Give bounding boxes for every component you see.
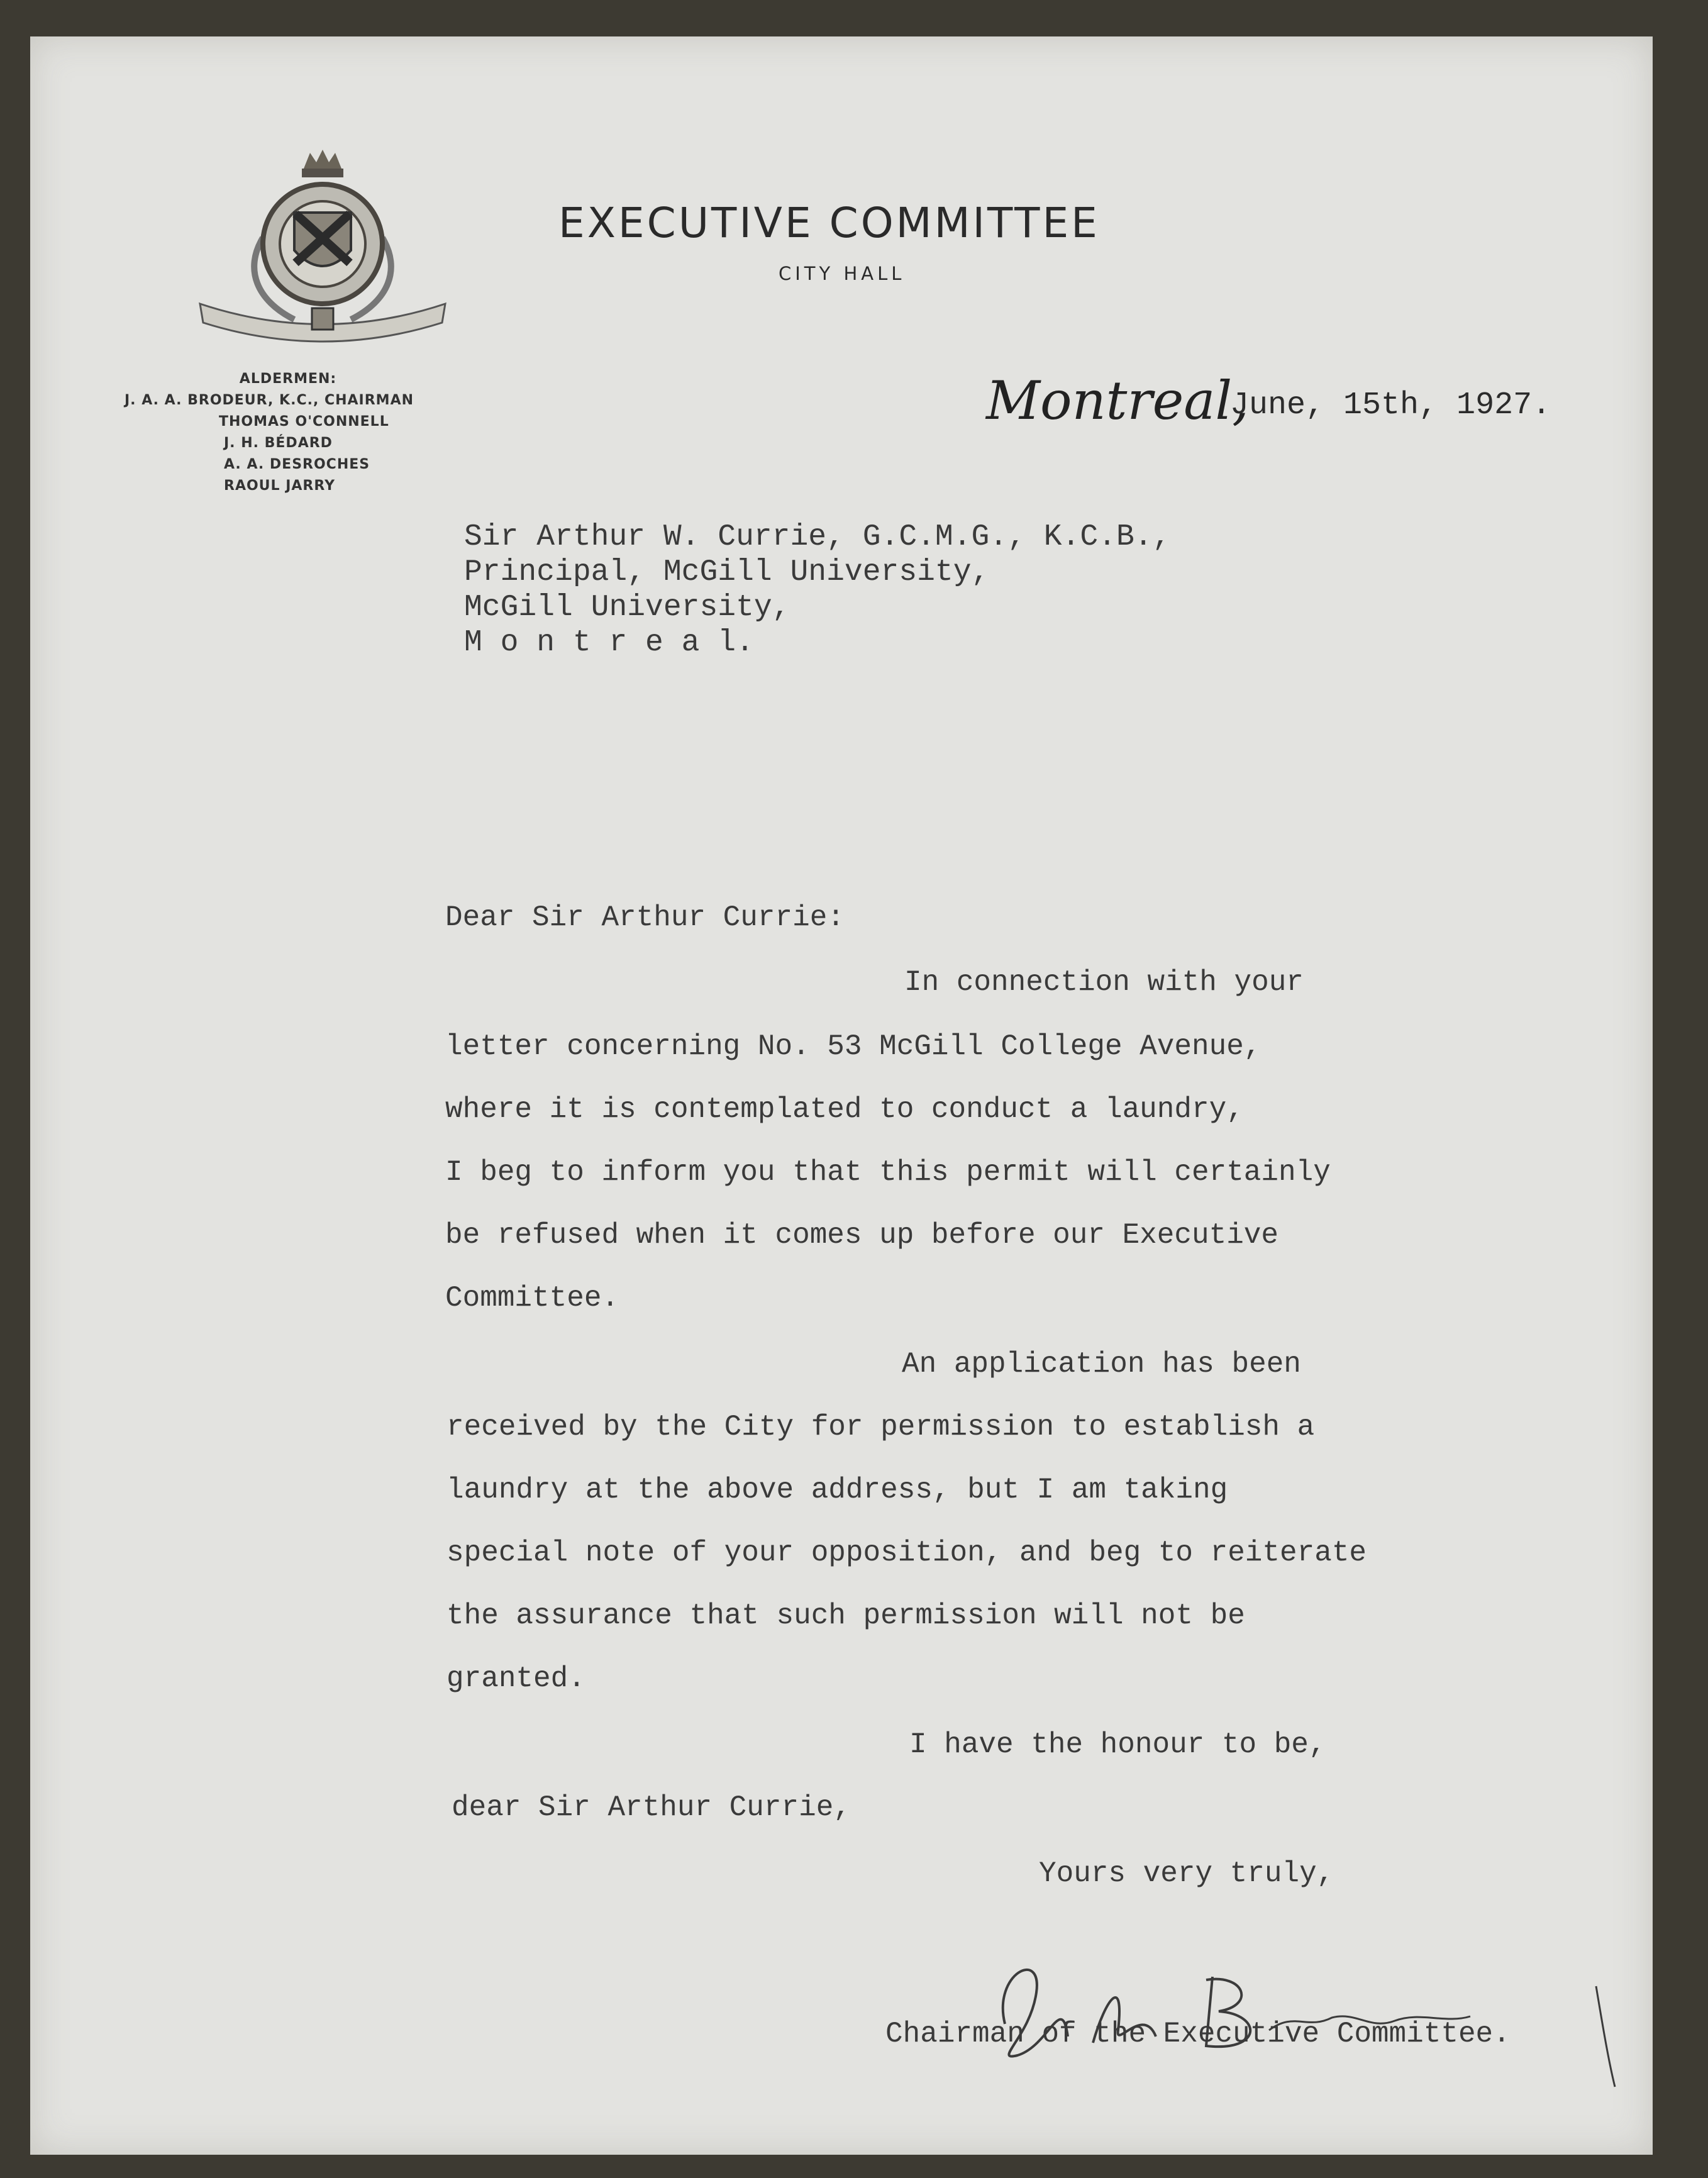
letter-sheet bbox=[30, 36, 1653, 2155]
recipient-line: Principal, McGill University, bbox=[464, 555, 990, 589]
signatory-title: Chairman of the Executive Committee. bbox=[885, 2018, 1511, 2050]
aldermen-header: ALDERMEN: bbox=[239, 371, 337, 387]
recipient-line: McGill University, bbox=[464, 591, 790, 625]
body-line: special note of your opposition, and beg to reiterate bbox=[446, 1536, 1367, 1569]
dateline-date: June, 15th, 1927. bbox=[1230, 387, 1551, 423]
body-line: letter concerning No. 53 McGill College Avenue, bbox=[445, 1030, 1262, 1063]
body-line: I beg to inform you that this permit will certainly bbox=[445, 1156, 1331, 1189]
body-line: In connection with your bbox=[904, 966, 1304, 999]
body-line: Committee. bbox=[445, 1282, 619, 1314]
body-line: dear Sir Arthur Currie, bbox=[452, 1791, 851, 1824]
alderman-name: J. A. A. BRODEUR, K.C., CHAIRMAN bbox=[125, 392, 414, 408]
recipient-line: M o n t r e a l. bbox=[464, 626, 754, 660]
recipient-address bbox=[464, 519, 1170, 660]
alderman-name: RAOUL JARRY bbox=[224, 478, 336, 494]
body-line: An application has been bbox=[902, 1348, 1301, 1381]
recipient-line: Sir Arthur W. Currie, G.C.M.G., K.C.B., bbox=[464, 520, 1171, 554]
city-crest-emblem bbox=[187, 143, 458, 351]
aldermen-list bbox=[125, 369, 514, 497]
body-line: the assurance that such permission will not be bbox=[446, 1599, 1245, 1632]
body-line: laundry at the above address, but I am taking bbox=[446, 1474, 1228, 1506]
alderman-name: THOMAS O'CONNELL bbox=[219, 414, 389, 430]
letterhead-subtitle: CITY HALL bbox=[779, 263, 906, 284]
body-line: I have the honour to be, bbox=[909, 1728, 1326, 1761]
alderman-name: J. H. BÉDARD bbox=[224, 435, 333, 451]
body-line: received by the City for permission to establish a bbox=[446, 1411, 1315, 1443]
alderman-name: A. A. DESROCHES bbox=[224, 457, 370, 472]
body-line: be refused when it comes up before our Executive bbox=[445, 1219, 1279, 1252]
closing: Yours very truly, bbox=[1039, 1857, 1334, 1890]
letterhead-title: EXECUTIVE COMMITTEE bbox=[558, 199, 1100, 247]
body-line: where it is contemplated to conduct a laundry, bbox=[445, 1093, 1244, 1126]
dateline-place: Montreal, bbox=[986, 370, 1249, 431]
handwritten-signature bbox=[967, 1936, 1659, 2093]
salutation: Dear Sir Arthur Currie: bbox=[445, 901, 845, 934]
body-line: granted. bbox=[446, 1662, 585, 1695]
